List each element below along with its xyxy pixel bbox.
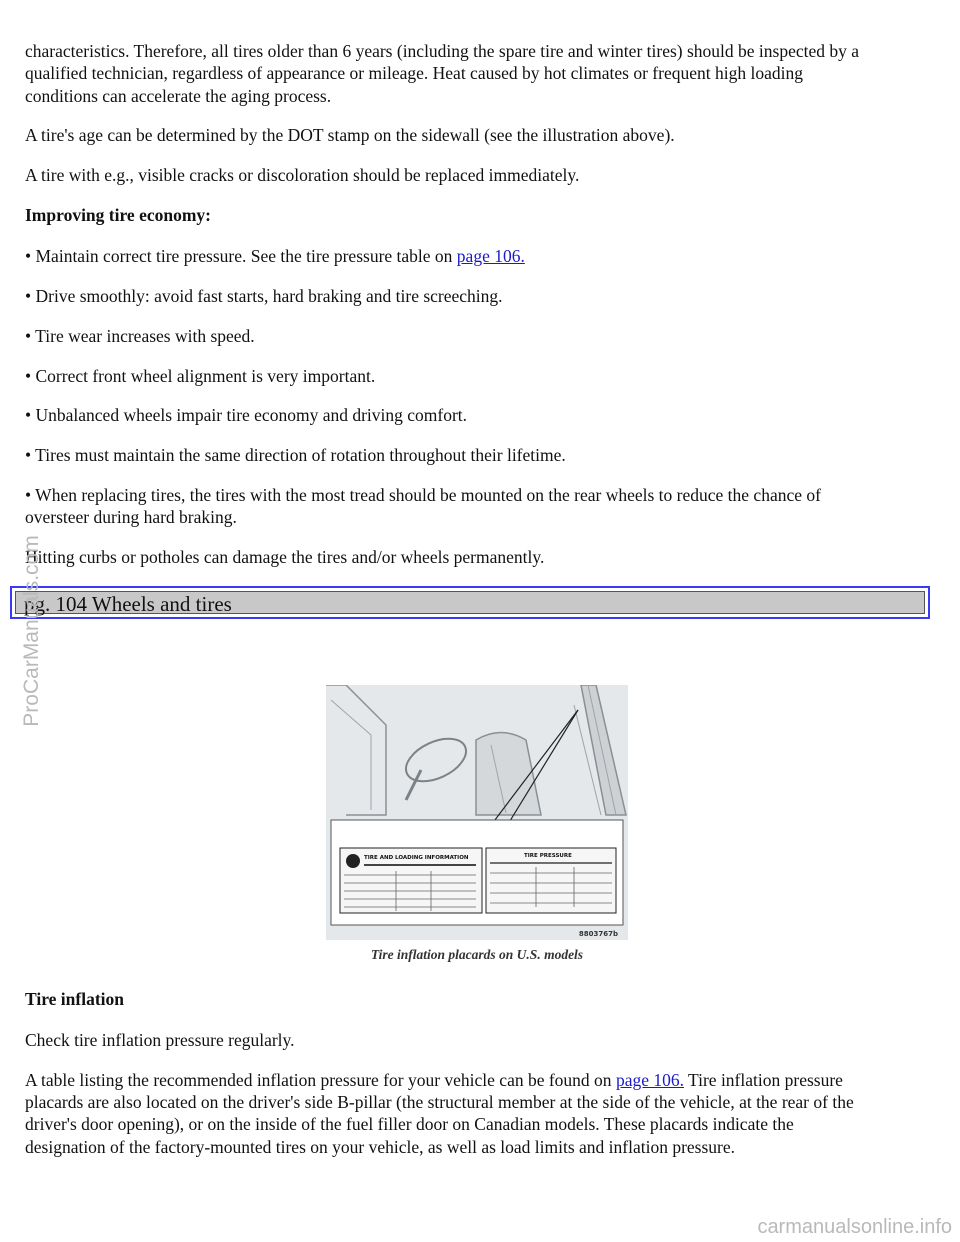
cracks-paragraph: A tire with e.g., visible cracks or discoloration should be replaced immediately. xyxy=(25,165,580,185)
inflation-heading xyxy=(25,988,940,1010)
figure-caption: Tire inflation placards on U.S. models xyxy=(370,947,584,962)
page-section-banner xyxy=(10,586,930,619)
economy-heading-text: Improving tire economy: xyxy=(25,205,211,225)
bullet-pressure xyxy=(25,245,940,267)
intro-line-1: characteristics. Therefore, all tires older than 6 years (including the spare tire and winter tires) should be inspected by a xyxy=(25,41,860,61)
left-placard-heading: TIRE AND LOADING INFORMATION xyxy=(364,855,469,861)
figure-code: 8803767b xyxy=(578,930,618,938)
bullet-replacing-line-1: • When replacing tires, the tires with the most tread should be mounted on the rear wheels to reduce the chance of xyxy=(25,485,821,505)
watermark-left: ProCarManuals.com xyxy=(20,535,43,727)
curbs-paragraph: Hitting curbs or potholes can damage the tires and/or wheels permanently. xyxy=(25,547,545,567)
bullet-replacing-line-2: oversteer during hard braking. xyxy=(25,507,237,527)
right-placard-heading: TIRE PRESSURE xyxy=(524,853,572,859)
inflation-para-text-b: Tire inflation pressure xyxy=(683,1070,843,1090)
intro-line-3: conditions can accelerate the aging process. xyxy=(25,86,332,106)
banner-title: pg. 104 Wheels and tires xyxy=(15,591,925,614)
bullet-unbalanced: • Unbalanced wheels impair tire economy and driving comfort. xyxy=(25,405,468,425)
page-106-link[interactable]: page 106. xyxy=(456,246,525,266)
bullet-pressure-text: • Maintain correct tire pressure. See the tire pressure table on xyxy=(25,246,457,266)
bullet-rotation: • Tires must maintain the same direction of rotation throughout their lifetime. xyxy=(25,445,566,465)
bullet-drive-smoothly: • Drive smoothly: avoid fast starts, hard braking and tire screeching. xyxy=(25,286,503,306)
bullet-speed: • Tire wear increases with speed. xyxy=(25,326,255,346)
inflation-para-line-2: placards are also located on the driver's side B-pillar (the structural member at the side of the vehicle, at the rear of the xyxy=(25,1092,854,1112)
inflation-para-line-4: designation of the factory-mounted tires on your vehicle, as well as load limits and inflation pressure. xyxy=(25,1137,736,1157)
watermark-bottom: carmanualsonline.info xyxy=(757,1216,952,1238)
intro-line-2: qualified technician, regardless of appearance or mileage. Heat caused by hot climates or frequent high loading xyxy=(25,63,803,83)
tire-placard-illustration xyxy=(326,685,628,940)
inflation-para-line-1 xyxy=(25,1069,940,1091)
inflation-check: Check tire inflation pressure regularly. xyxy=(25,1030,295,1050)
inflation-para-text-a: A table listing the recommended inflation pressure for your vehicle can be found on xyxy=(25,1070,616,1090)
placard-illustration-svg xyxy=(326,685,628,940)
page-106-link-2[interactable]: page 106. xyxy=(615,1070,684,1090)
tire-age-paragraph: A tire's age can be determined by the DOT stamp on the sidewall (see the illustration above). xyxy=(25,125,675,145)
inflation-para-line-3: driver's door opening), or on the inside of the fuel filler door on Canadian models. These placards indicate the xyxy=(25,1114,794,1134)
bullet-alignment: • Correct front wheel alignment is very important. xyxy=(25,366,376,386)
economy-heading xyxy=(25,204,940,226)
inflation-heading-text: Tire inflation xyxy=(25,989,125,1009)
